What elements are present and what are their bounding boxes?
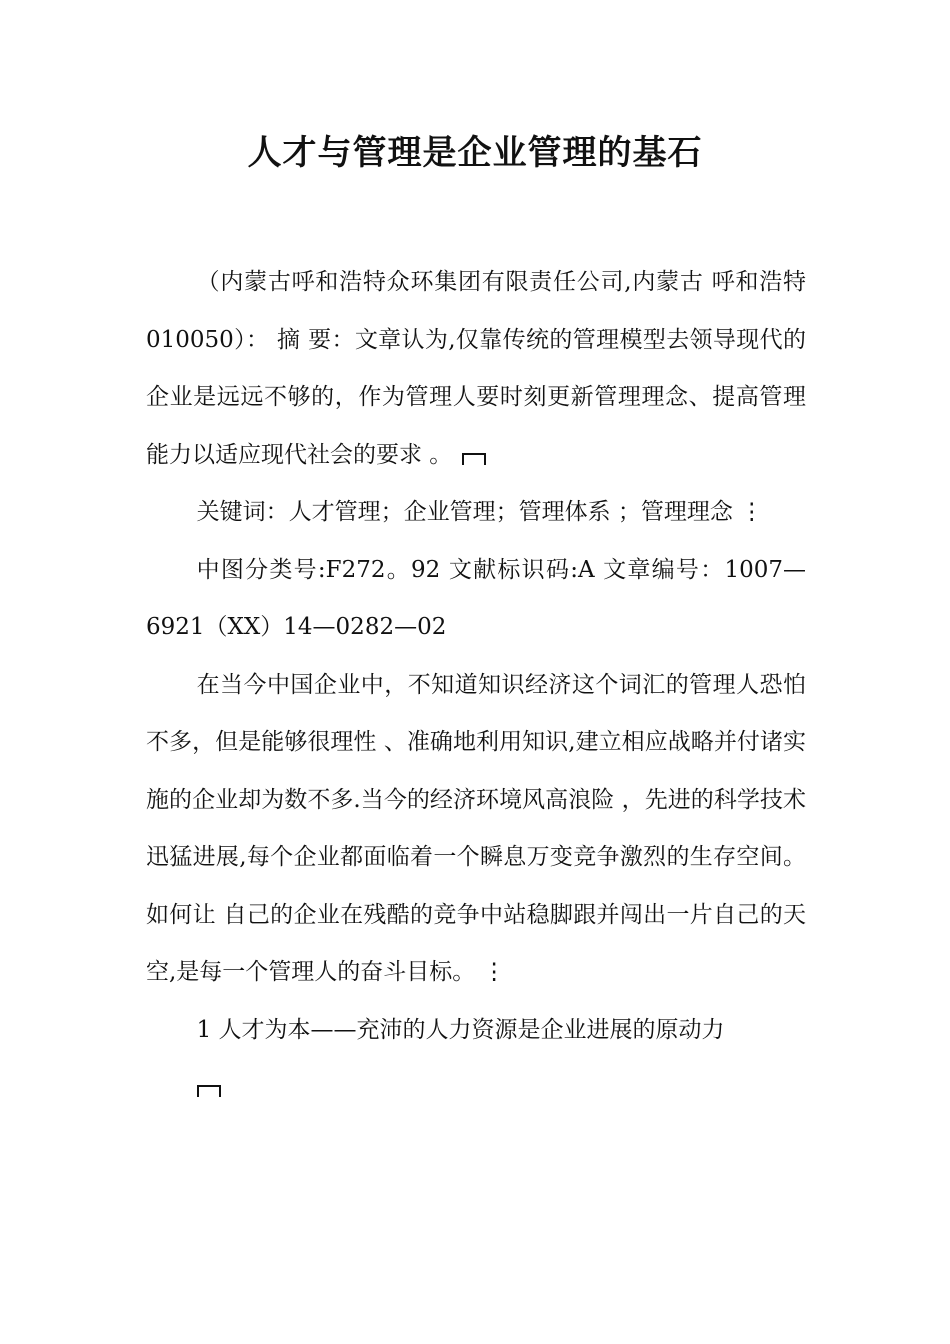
classification-paragraph: 中图分类号:F272。92 文献标识码:A 文章编号：1007—6921（XX）14—0282—02	[146, 556, 806, 640]
document-title: 人才与管理是企业管理的基石	[247, 133, 703, 173]
bracket-mark-icon	[197, 1085, 221, 1097]
trailing-mark-line	[146, 1059, 806, 1117]
section-heading: 1 人才为本——充沛的人力资源是企业进展的原动力	[196, 1016, 725, 1043]
abstract-paragraph	[146, 254, 806, 484]
bracket-mark-icon	[462, 453, 486, 465]
document-body	[146, 254, 806, 1117]
abstract-text: （内蒙古呼和浩特众环集团有限责任公司,内蒙古 呼和浩特 010050）： 摘 要：文章认为,仅靠传统的管理模型去领导现代的 企业是远远不够的，作为管理人要时刻更新管理理念、提高管理能力以适应现代社会的要求 。	[146, 269, 806, 468]
keywords-paragraph: 关键词：人才管理；企业管理；管理体系 ；管理理念 ⋮	[196, 499, 764, 525]
intro-paragraph: 在当今中国企业中，不知道知识经济这个词汇的管理人恐怕不多，但是能够很理性 、准确地利用知识,建立相应战略并付诸实施的企业却为数不多.当今的经济环境风高浪险 ，先进的科学技术迅猛进展,每个企业都面临着一个瞬息万变竞争激烈的生存空间。如何让 自己的企业在残酷的竞争中站稳脚跟并闯出一片自己的天空,是每一个管理人的奋斗目标。 ⋮	[146, 671, 806, 985]
